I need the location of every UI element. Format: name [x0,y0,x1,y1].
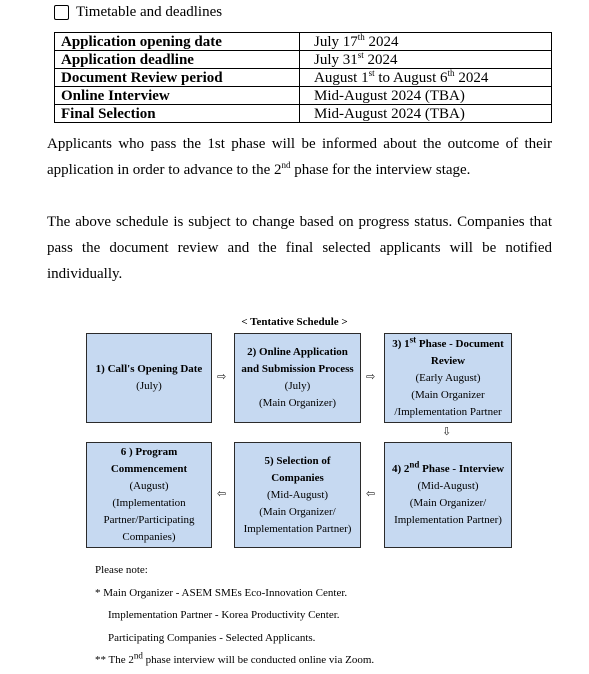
row-value: Mid-August 2024 (TBA) [300,87,552,105]
schedule-step-4: 4) 2nd Phase - Interview (Mid-August) (Main Organizer/ Implementation Partner) [384,442,512,548]
arrow-right-icon: ⇨ [366,370,376,383]
timetable [54,32,552,123]
row-label: Application deadline [55,51,300,69]
schedule-step-6: 6 ) Program Commencement (August) (Implementation Partner/Participating Companies) [86,442,212,548]
section-heading [54,4,222,21]
row-label: Online Interview [55,87,300,105]
arrow-right-icon: ⇨ [217,370,227,383]
table-row [55,87,552,105]
note-line: Participating Companies - Selected Applicants. [108,631,316,644]
note-line: Implementation Partner - Korea Productivity Center. [108,609,340,621]
schedule-title: < Tentative Schedule > [241,316,348,328]
note-line: * Main Organizer - ASEM SMEs Eco-Innovation Center. [95,586,348,599]
row-value: August 1st to August 6th 2024 [300,69,552,87]
notes [95,559,374,672]
table-row [55,33,552,51]
arrow-left-icon: ⇦ [366,487,376,500]
schedule-step-1: 1) Call's Opening Date (July) [86,333,212,423]
checkbox-icon [54,5,69,20]
row-label: Final Selection [55,105,300,123]
schedule-step-3: 3) 1st Phase - Document Review (Early August) (Main Organizer /Implementation Partner [384,333,512,423]
row-value: Mid-August 2024 (TBA) [300,105,552,123]
row-label: Application opening date [55,33,300,51]
schedule-step-2: 2) Online Application and Submission Process (July) (Main Organizer) [234,333,361,423]
row-label: Document Review period [55,69,300,87]
paragraph-phase-info: Applicants who pass the 1st phase will be informed about the outcome of their application in order to advance to the 2nd phase for the interview stage. [47,136,552,178]
notes-heading: Please note: [95,564,148,576]
table-row [55,69,552,87]
table-row [55,51,552,69]
schedule-step-5: 5) Selection of Companies (Mid-August) (Main Organizer/ Implementation Partner) [234,442,361,548]
paragraph-schedule-note: The above schedule is subject to change based on progress status. Companies that pass the document review and the final selected applicants will be notified individually. [47,214,552,282]
row-value: July 31st 2024 [300,51,552,69]
note-line: ** The 2nd phase interview will be conducted online via Zoom. [95,650,375,666]
arrow-down-icon: ⇩ [442,425,452,438]
table-row [55,105,552,123]
arrow-left-icon: ⇦ [217,487,227,500]
heading-text: Timetable and deadlines [76,4,223,20]
row-value: July 17th 2024 [300,33,552,51]
